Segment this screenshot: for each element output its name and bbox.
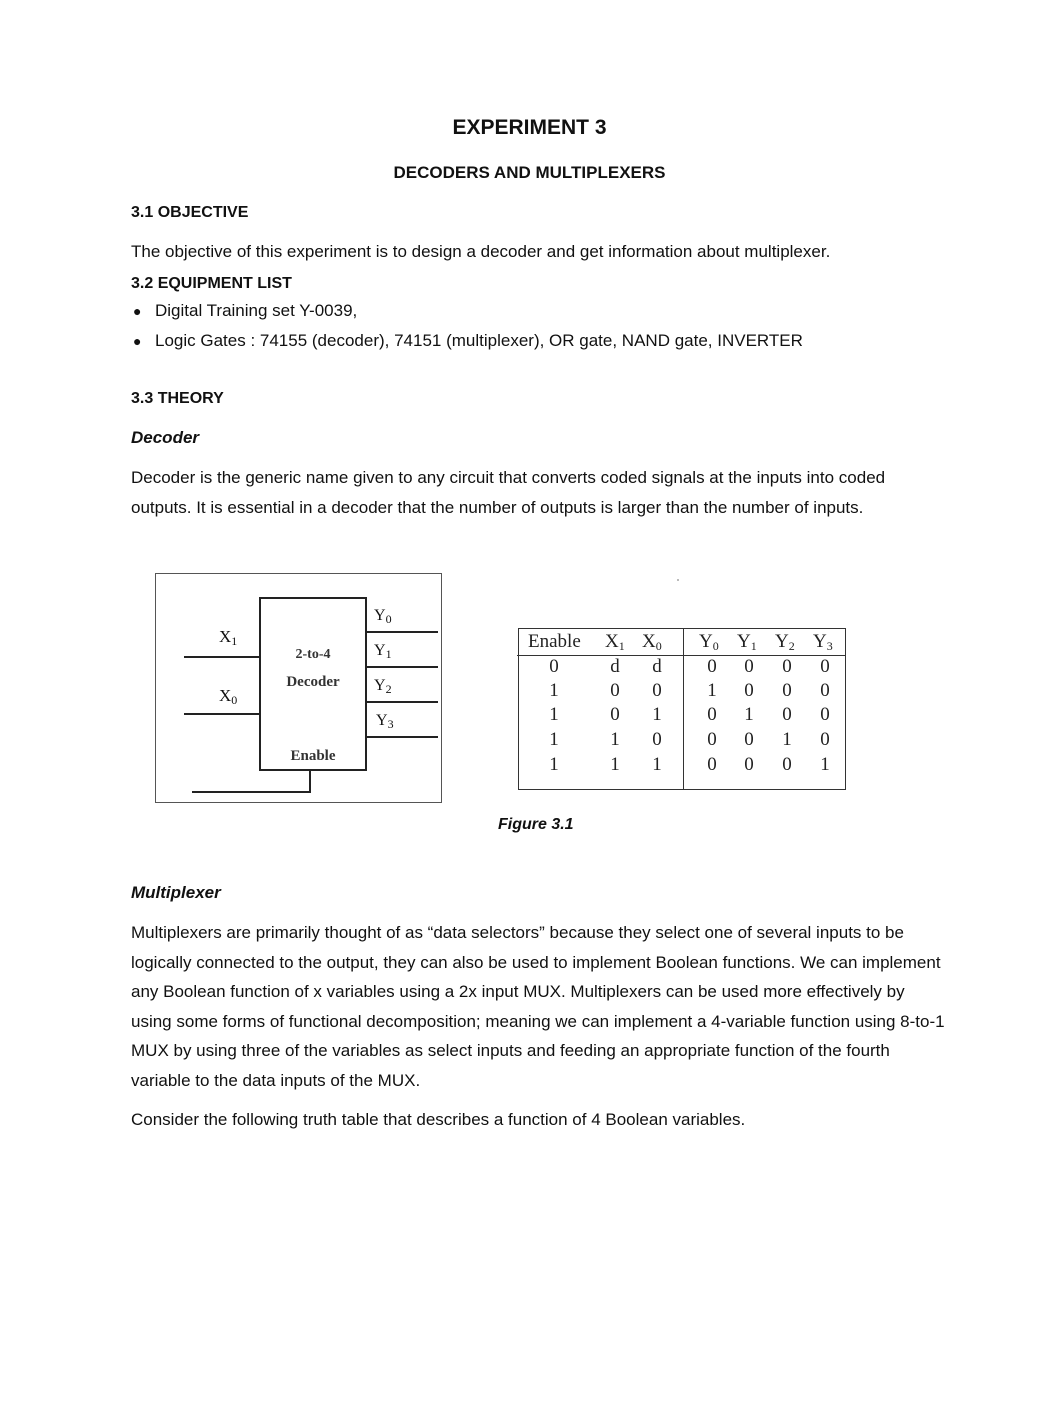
header-y2: $Y_2$	[775, 631, 795, 653]
table-cell: 1	[610, 754, 620, 775]
equipment-heading: 3.2 EQUIPMENT LIST	[131, 275, 292, 292]
table-cell: 0	[652, 729, 662, 750]
input-label-x0: $X_0$	[219, 686, 238, 707]
header-x1: $X_1$	[605, 631, 625, 653]
table-cell: 1	[549, 680, 559, 701]
table-cell: 0	[782, 656, 792, 677]
table-cell: 1	[549, 704, 559, 725]
decoder-truth-table	[518, 628, 846, 790]
table-cell: 0	[549, 656, 559, 677]
objective-heading: 3.1 OBJECTIVE	[131, 204, 249, 221]
table-cell: 1	[652, 754, 662, 775]
table-cell: 0	[782, 754, 792, 775]
header-y1: $Y_1$	[737, 631, 757, 653]
output-label-y1: $Y_1$	[374, 642, 392, 661]
header-y3: $Y_3$	[813, 631, 833, 653]
table-cell: 0	[782, 704, 792, 725]
output-label-y3: $Y_3$	[376, 712, 394, 731]
table-cell: 0	[820, 680, 830, 701]
enable-label: Enable	[290, 748, 336, 764]
equipment-item: ● Digital Training set Y-0039,	[131, 296, 803, 326]
document-title: EXPERIMENT 3	[452, 116, 607, 139]
bullet-icon: ●	[133, 333, 142, 349]
table-cell: 0	[707, 656, 717, 677]
table-cell: 0	[610, 680, 620, 701]
equipment-item: ● Logic Gates : 74155 (decoder), 74151 (multiplexer), OR gate, NAND gate, INVERTER	[131, 326, 803, 356]
table-cell: 0	[707, 754, 717, 775]
bullet-icon: ●	[133, 303, 142, 319]
table-cell: 1	[782, 729, 792, 750]
theory-heading: 3.3 THEORY	[131, 390, 224, 407]
header-y0: $Y_0$	[699, 631, 719, 653]
table-cell: 0	[744, 656, 754, 677]
table-cell: 1	[820, 754, 830, 775]
table-cell: 0	[707, 704, 717, 725]
table-cell: 0	[707, 729, 717, 750]
input-label-x1: $X_1$	[219, 627, 238, 648]
scan-speck	[677, 579, 679, 581]
table-cell: 0	[820, 656, 830, 677]
table-cell: d	[610, 656, 620, 677]
table-cell: 0	[782, 680, 792, 701]
multiplexer-text: Multiplexers are primarily thought of as “data selectors” because they select one of several inputs to be logically connected to the output, they can also be used to implement Boolean functions. We can implement any Boolean function of x variables using a 2x input MUX. Multiplexers can be used more effectively by using some forms of functional decomposition; meaning we can implement a 4-variable function using 8-to-1 MUX by using three of the variables as select inputs and feeding an appropriate function of the fourth variable to the data inputs of the MUX.	[131, 923, 945, 1090]
multiplexer-text-2: Consider the following truth table that describes a function of 4 Boolean variables.	[131, 1110, 746, 1129]
equipment-list	[131, 296, 803, 356]
multiplexer-subheading: Multiplexer	[131, 883, 221, 902]
table-cell: 0	[744, 754, 754, 775]
table-cell: 0	[652, 680, 662, 701]
table-cell: 1	[549, 729, 559, 750]
table-cell: 0	[820, 729, 830, 750]
table-cell: 1	[707, 680, 717, 701]
table-divider	[683, 629, 684, 789]
table-cell: 0	[744, 729, 754, 750]
table-cell: 0	[610, 704, 620, 725]
table-cell: d	[652, 656, 662, 677]
table-cell: 0	[744, 680, 754, 701]
decoder-block-diagram	[155, 573, 442, 803]
header-enable: Enable	[528, 631, 581, 652]
decoder-block-label-1: 2-to-4	[295, 647, 331, 662]
table-cell: 0	[820, 704, 830, 725]
figure-caption: Figure 3.1	[498, 816, 574, 833]
document-subtitle: DECODERS AND MULTIPLEXERS	[393, 163, 666, 182]
table-cell: 1	[744, 704, 754, 725]
header-x0: $X_0$	[642, 631, 662, 653]
output-label-y0: $Y_0$	[374, 607, 392, 626]
table-cell: 1	[610, 729, 620, 750]
decoder-block-label-2: Decoder	[286, 674, 340, 690]
table-cell: 1	[652, 704, 662, 725]
decoder-subheading: Decoder	[131, 428, 200, 447]
objective-text: The objective of this experiment is to design a decoder and get information about multiplexer.	[131, 242, 831, 261]
table-cell: 1	[549, 754, 559, 775]
output-label-y2: $Y_2$	[374, 677, 392, 696]
decoder-text: Decoder is the generic name given to any circuit that converts coded signals at the inputs into coded outputs. It is essential in a decoder that the number of outputs is larger than the number of inputs.	[131, 468, 886, 517]
